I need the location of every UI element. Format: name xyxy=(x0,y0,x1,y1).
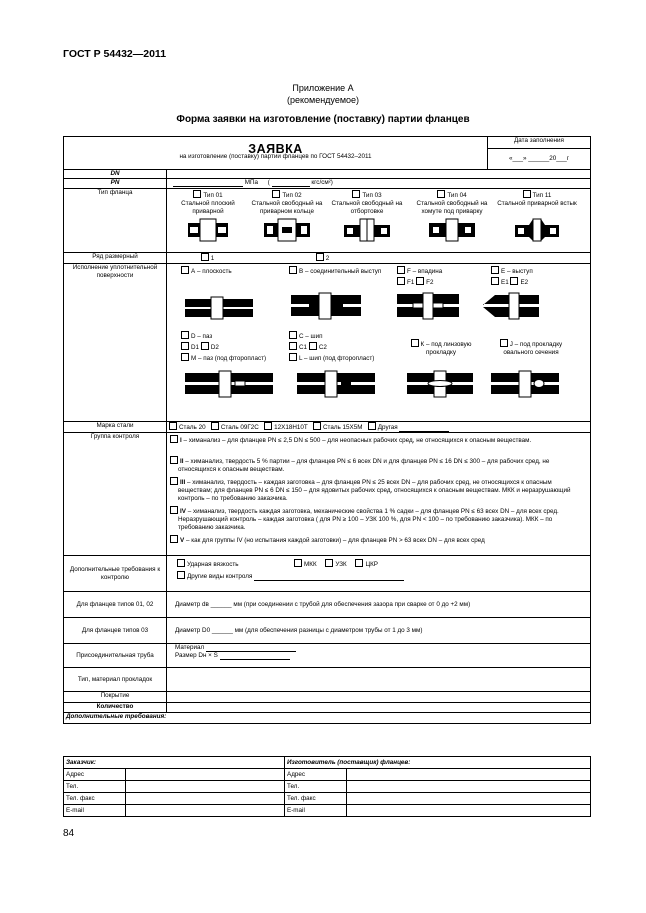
flange-11-drawing xyxy=(513,217,561,243)
checkbox[interactable] xyxy=(272,190,280,198)
control-group-3[interactable]: III – химанализ, твердость – каждая заготовка – для фланцев PN ≤ 25 всех DN – для рабочих сред, не относящихся к опасным веществам; для фланцев PN ≤ 6 DN ≤ 150 – для ядовитых рабочих сред, относящихся к опасным веществам. МКК и неразрушающий контроль – по требованию заказчика. xyxy=(170,477,587,505)
manufacturer-title: Изготовитель (поставщик) фланцев: xyxy=(285,757,591,769)
flange-type-label-text: Тип 11 xyxy=(532,192,552,199)
dn-label: DN xyxy=(64,170,167,179)
customer-title: Заказчик: xyxy=(64,757,285,769)
flange-type-01[interactable] xyxy=(169,190,247,243)
customer-field-value[interactable] xyxy=(126,769,285,781)
application-heading xyxy=(64,137,488,170)
flange-04-drawing xyxy=(427,217,477,243)
size-series-1[interactable]: 1 xyxy=(201,255,215,262)
steel-grade-label: Марка стали xyxy=(64,422,167,433)
extra-check-impact[interactable]: Ударная вязкость xyxy=(177,561,239,568)
customer-field-value[interactable] xyxy=(126,793,285,805)
extra-check-tskr[interactable]: ЦКР xyxy=(355,561,378,568)
pn-label: PN xyxy=(64,179,167,189)
steel-option[interactable]: Сталь 15Х5М xyxy=(313,424,363,431)
application-form xyxy=(63,136,591,724)
control-group-2[interactable]: II – химанализ, твердость 5 % партии – для фланцев PN ≤ 6 всех DN и для фланцев PN ≤ 16 DN ≤ 300 – для рабочих сред, не относящихся к опасным веществам. xyxy=(170,456,587,476)
manufacturer-field-value[interactable] xyxy=(347,769,591,781)
flange-03-drawing xyxy=(342,217,392,243)
flange-02-drawing xyxy=(262,217,312,243)
control-group-label: Группа контроля xyxy=(64,433,167,556)
sealing-d-drawing xyxy=(183,369,275,399)
sealing-c[interactable]: С – шип xyxy=(289,331,323,341)
sealing-f1-f2[interactable]: F1 F2 xyxy=(397,277,433,287)
dn-value[interactable] xyxy=(167,170,591,179)
sealing-f[interactable]: F – впадина xyxy=(397,266,442,276)
steel-option-other[interactable]: Другая xyxy=(368,424,450,431)
sealing-d[interactable]: D – паз xyxy=(181,331,212,341)
size-series-options xyxy=(167,253,591,264)
application-title: ЗАЯВКА xyxy=(248,142,303,156)
sealing-e-drawing xyxy=(479,291,545,321)
extra-control-options xyxy=(167,556,591,592)
customer-field-label: Тел. xyxy=(64,781,126,793)
sealing-l[interactable]: L – шип (под фторопласт) xyxy=(289,353,374,363)
control-group-5[interactable]: V – как для группы IV (но испытания каждой заготовки) – для фланцев PN > 63 всех DN – для всех сред xyxy=(170,535,587,545)
flange-type-desc: Стальной свободный на приварном кольце xyxy=(251,200,323,215)
pipe-label: Присоединительная труба xyxy=(64,644,167,668)
coating-value[interactable] xyxy=(167,692,591,703)
gasket-value[interactable] xyxy=(167,668,591,692)
customer-field-label: E-mail xyxy=(64,805,126,817)
sealing-grid xyxy=(169,265,588,420)
sealing-d1-d2[interactable]: D1 D2 xyxy=(181,342,219,352)
steel-option[interactable]: 12Х18Н10Т xyxy=(264,424,308,431)
flange-type-label-text: Тип 03 xyxy=(362,192,382,199)
flange-type-04[interactable] xyxy=(407,190,497,243)
manufacturer-field-value[interactable] xyxy=(347,793,591,805)
flange-type-label: Тип фланца xyxy=(64,189,167,253)
manufacturer-field-value[interactable] xyxy=(347,781,591,793)
sealing-surface-options xyxy=(167,264,591,422)
flange-type-desc: Стальной приварной встык xyxy=(497,200,577,207)
flange-type-02[interactable] xyxy=(247,190,327,243)
flange-type-03[interactable] xyxy=(327,190,407,243)
sealing-a-drawing xyxy=(183,295,255,321)
manufacturer-field-value[interactable] xyxy=(347,805,591,817)
contacts-table xyxy=(63,756,591,817)
sealing-j[interactable]: J – под прокладку овального сечения xyxy=(487,339,575,357)
flange-type-desc: Стальной свободный на отбортовке xyxy=(331,200,403,215)
pipe-material[interactable]: Материал xyxy=(175,644,588,652)
date-label: Дата заполнения xyxy=(488,137,590,149)
control-group-1[interactable]: I – химанализ – для фланцев PN ≤ 2,5 DN ≤ 500 – для неопасных рабочих сред, не относящихся к опасным веществам. xyxy=(170,435,587,455)
steel-option[interactable]: Сталь 09Г2С xyxy=(211,424,259,431)
extra-check-uzk[interactable]: УЗК xyxy=(325,561,346,568)
sealing-j-drawing xyxy=(489,369,561,399)
flange-type-options xyxy=(167,189,591,253)
sealing-m[interactable]: М – паз (под фторопласт) xyxy=(181,353,266,363)
diameter-0102[interactable]: Диаметр dв ______ мм (при соединении с трубой для обеспечения зазора при сварке от 0 до +2 мм) xyxy=(167,592,591,618)
quantity-value[interactable] xyxy=(167,703,591,713)
customer-field-label: Адрес xyxy=(64,769,126,781)
sealing-b[interactable]: В – соединительный выступ xyxy=(289,266,389,276)
manufacturer-field-label: E-mail xyxy=(285,805,347,817)
sealing-c1-c2[interactable]: С1 С2 xyxy=(289,342,327,352)
manufacturer-field-label: Тел. факс xyxy=(285,793,347,805)
checkbox[interactable] xyxy=(193,190,201,198)
flange-01-drawing xyxy=(186,217,230,243)
extra-control-label: Дополнительные требования к контролю xyxy=(64,556,167,592)
checkbox[interactable] xyxy=(523,190,531,198)
sealing-f-drawing xyxy=(395,291,461,321)
pn-unit-mpa: МПа xyxy=(244,179,259,186)
types-03-label: Для фланцев типов 03 xyxy=(64,618,167,644)
sealing-e1-e2[interactable]: Е1 Е2 xyxy=(491,277,528,287)
pipe-size[interactable]: Размер Dн × S xyxy=(175,652,588,660)
customer-field-value[interactable] xyxy=(126,805,285,817)
annex-title: Приложение А xyxy=(292,83,354,93)
date-cell xyxy=(488,137,591,170)
control-group-4[interactable]: IV – химанализ, твердость каждая заготовка, механические свойства 1 % садки – для фланцев PN ≤ 63 всех DN – для всех сред. Неразрушающий контроль – каждая заготовка ( для PN ≥ 100 – УЗК 100 %, для PN < 100 – по требованию заказчика). МКК – по требованию заказчика. xyxy=(170,506,587,534)
sealing-k-drawing xyxy=(405,369,475,399)
steel-option[interactable]: Сталь 20 xyxy=(169,424,206,431)
extra-check-other[interactable]: Другие виды контроля xyxy=(177,571,580,581)
manufacturer-field-label: Адрес xyxy=(285,769,347,781)
sealing-surface-label: Исполнение уплотнительной поверхности xyxy=(64,264,167,422)
steel-grade-options xyxy=(167,422,591,433)
sealing-a[interactable]: А – плоскость xyxy=(181,266,232,276)
checkbox[interactable] xyxy=(352,190,360,198)
flange-type-label-text: Тип 04 xyxy=(447,192,467,199)
sealing-c-drawing xyxy=(295,369,377,399)
gasket-label: Тип, материал прокладок xyxy=(64,668,167,692)
page-number: 84 xyxy=(63,828,75,839)
annex-subtitle: (рекомендуемое) xyxy=(286,95,360,105)
sealing-b-drawing xyxy=(289,291,363,321)
pn-close-paren: ) xyxy=(330,179,333,186)
application-subtitle: на изготовление (поставку) партии фланцев по ГОСТ 54432–2011 xyxy=(179,153,372,160)
pipe-fields xyxy=(167,644,591,668)
checkbox[interactable] xyxy=(201,253,209,261)
extra-check-mkk[interactable]: МКК xyxy=(294,561,317,568)
flange-type-desc: Стальной свободный на хомуте под приварку xyxy=(416,200,488,215)
standard-header: ГОСТ Р 54432—2011 xyxy=(63,48,167,60)
sealing-k[interactable]: К – под линзовую прокладку xyxy=(401,339,481,357)
additional-requirements[interactable]: Дополнительные требования: xyxy=(64,713,591,724)
flange-type-11[interactable] xyxy=(497,190,577,243)
diameter-03[interactable]: Диаметр D0 ______ мм (для обеспечения разницы с диаметром трубы от 1 до 3 мм) xyxy=(167,618,591,644)
size-series-label: Ряд размерный xyxy=(64,253,167,264)
types-0102-label: Для фланцев типов 01, 02 xyxy=(64,592,167,618)
manufacturer-field-label: Тел. xyxy=(285,781,347,793)
sealing-e[interactable]: Е – выступ xyxy=(491,266,533,276)
checkbox[interactable] xyxy=(437,190,445,198)
customer-field-value[interactable] xyxy=(126,781,285,793)
pn-unit-kgf: кгс/см² xyxy=(311,179,331,186)
pn-value[interactable] xyxy=(167,179,591,189)
flange-type-label-text: Тип 02 xyxy=(282,192,302,199)
form-title: Форма заявки на изготовление (поставку) партии фланцев xyxy=(176,114,470,125)
pn-open-paren: ( xyxy=(267,179,270,186)
size-series-2[interactable]: 2 xyxy=(316,255,330,262)
quantity-label: Количество xyxy=(64,703,167,713)
annex-heading xyxy=(0,82,646,106)
coating-label: Покрытие xyxy=(64,692,167,703)
flange-type-label-text: Тип 01 xyxy=(203,192,223,199)
date-field[interactable]: «___» ______20___г xyxy=(508,155,570,162)
customer-field-label: Тел. факс xyxy=(64,793,126,805)
flange-type-desc: Стальной плоский приварной xyxy=(181,200,235,215)
control-group-options xyxy=(167,433,591,556)
checkbox[interactable] xyxy=(316,253,324,261)
